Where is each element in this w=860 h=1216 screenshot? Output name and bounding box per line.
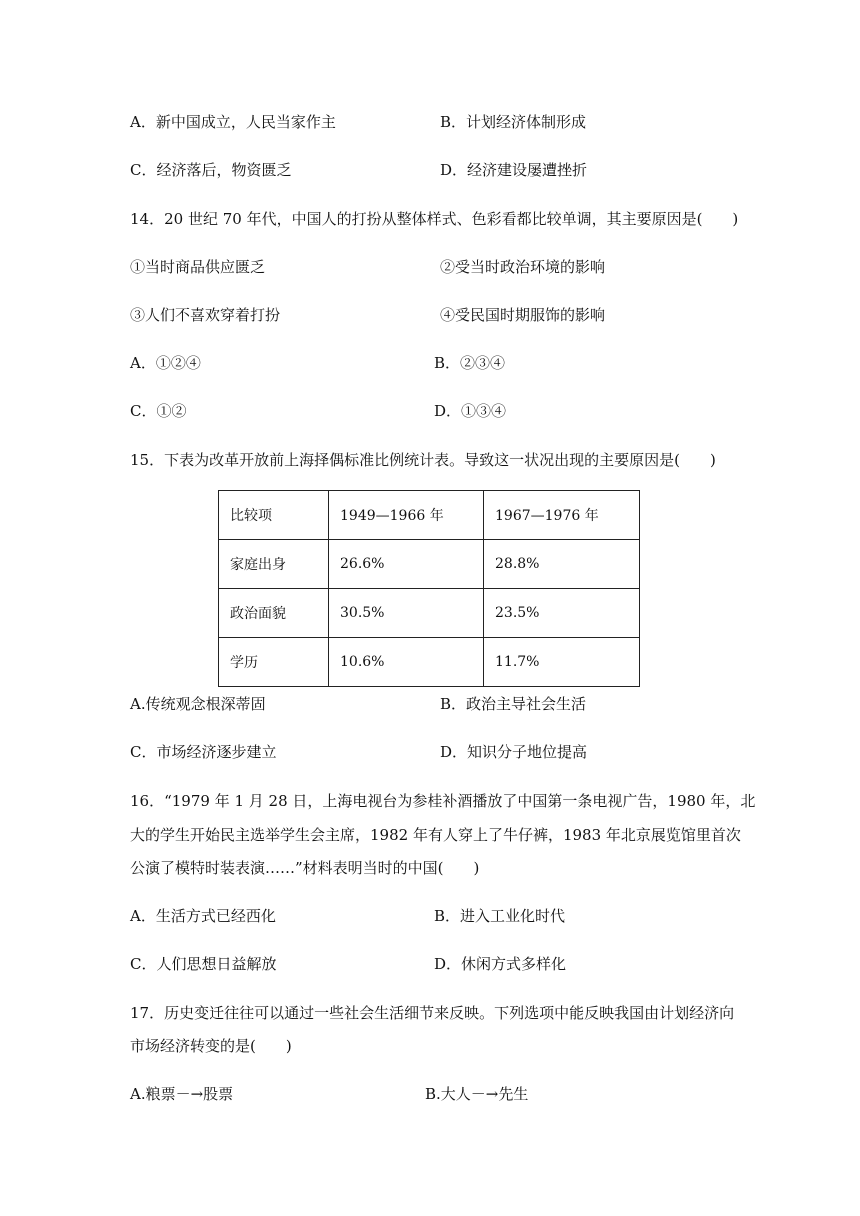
q14-option-a: A．①②④ [130,354,201,372]
q17-option-a: A.粮票－→股票 [130,1085,234,1103]
table-header-cell: 1949—1966 年 [329,491,484,540]
q14-statement-4: ④受民国时期服饰的影响 [440,306,606,324]
table-header-cell: 1967—1976 年 [484,491,640,540]
q15-option-b: B．政治主导社会生活 [440,695,587,713]
q15-option-a: A.传统观念根深蒂固 [130,695,266,713]
q14-statement-3: ③人们不喜欢穿着打扮 [130,306,281,324]
table-cell: 政治面貌 [219,589,329,638]
q13-option-d: D．经济建设屡遭挫折 [440,161,588,179]
table-header-row [219,491,640,540]
q16-stem-line-1: 16．“1979 年 1 月 28 日，上海电视台为参桂补酒播放了中国第一条电视广告，1980 年，北 [130,792,756,810]
q17-option-b: B.大人－→先生 [425,1085,529,1103]
table-cell: 10.6% [329,638,484,687]
table-row [219,540,640,589]
q13-option-a: A．新中国成立，人民当家作主 [130,113,336,131]
table-cell: 学历 [219,638,329,687]
table-cell: 28.8% [484,540,640,589]
mate-selection-table [218,490,640,687]
q14-statement-2: ②受当时政治环境的影响 [440,258,606,276]
table-cell: 30.5% [329,589,484,638]
q15-stem: 15．下表为改革开放前上海择偶标准比例统计表。导致这一状况出现的主要原因是( ) [130,451,716,469]
q15-option-d: D．知识分子地位提高 [440,743,588,761]
q16-option-c: C．人们思想日益解放 [130,955,277,973]
q16-stem-line-2: 大的学生开始民主选举学生会主席，1982 年有人穿上了牛仔裤，1983 年北京展览馆里首次 [130,826,741,844]
table-row [219,589,640,638]
q14-option-c: C．①② [130,402,187,420]
q17-stem-line-2: 市场经济转变的是( ) [130,1037,292,1055]
q15-option-c: C．市场经济逐步建立 [130,743,277,761]
table-row [219,638,640,687]
q16-stem-line-3: 公演了模特时装表演……”材料表明当时的中国( ) [130,859,480,877]
q13-option-b: B．计划经济体制形成 [440,113,587,131]
table-cell: 家庭出身 [219,540,329,589]
q16-option-a: A．生活方式已经西化 [130,907,276,925]
q17-stem-line-1: 17．历史变迁往往可以通过一些社会生活细节来反映。下列选项中能反映我国由计划经济向 [130,1004,735,1022]
q14-stem: 14．20 世纪 70 年代，中国人的打扮从整体样式、色彩看都比较单调，其主要原因是( ) [130,210,739,228]
q14-option-d: D．①③④ [434,402,507,420]
table-cell: 26.6% [329,540,484,589]
q16-option-b: B．进入工业化时代 [434,907,566,925]
table-cell: 11.7% [484,638,640,687]
q13-option-c: C．经济落后，物资匮乏 [130,161,292,179]
q14-statement-1: ①当时商品供应匮乏 [130,258,266,276]
q16-option-d: D．休闲方式多样化 [434,955,567,973]
table-header-cell: 比较项 [219,491,329,540]
q14-option-b: B．②③④ [434,354,506,372]
table-cell: 23.5% [484,589,640,638]
